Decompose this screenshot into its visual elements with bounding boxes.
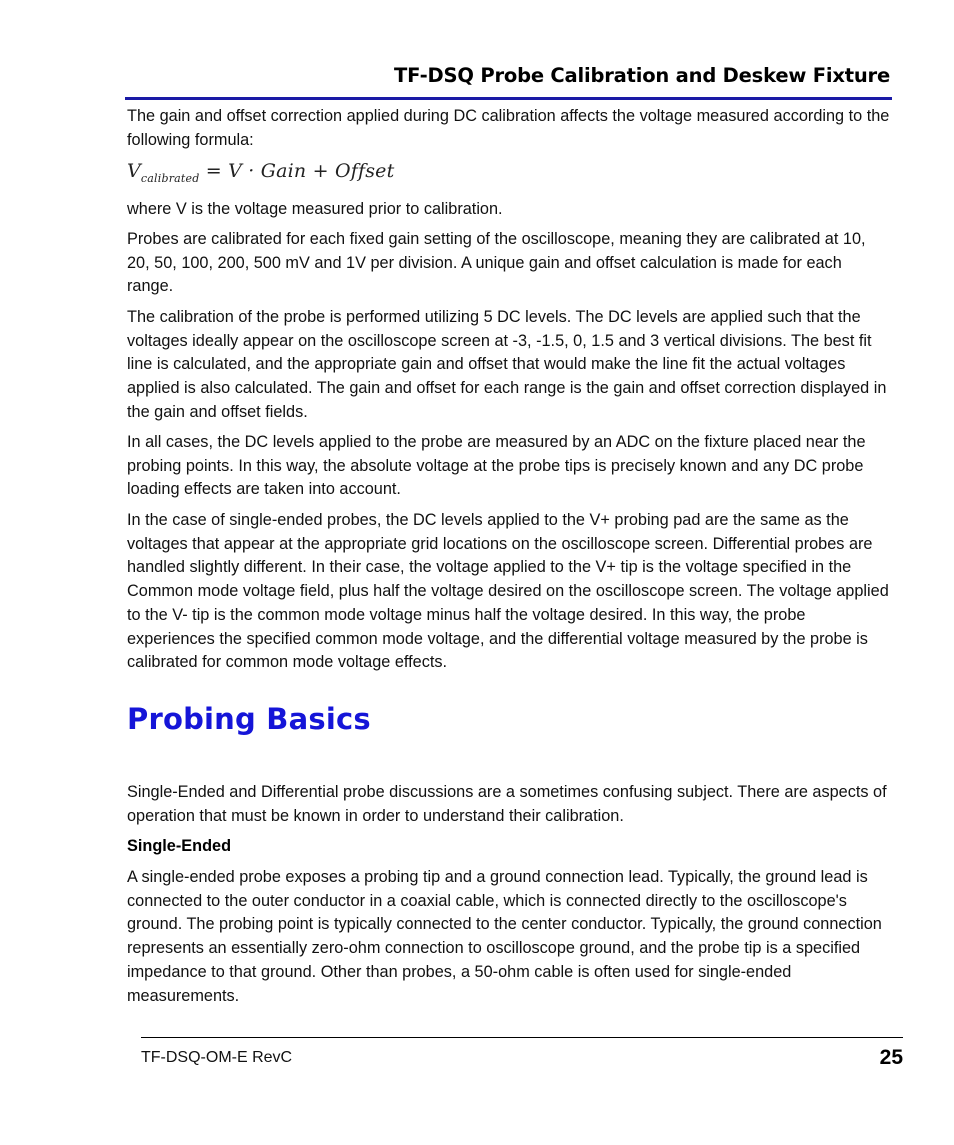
paragraph-single-vs-differential bbox=[127, 509, 892, 675]
formula-lhs: V bbox=[127, 160, 141, 182]
paragraph-where-v bbox=[127, 198, 892, 222]
paragraph-text: Probes are calibrated for each fixed gain setting of the oscilloscope, meaning they are calibrated at 10, 20, 50, 100, 200, 500 mV and 1V per division. A unique gain and offset calculation is made for each range. bbox=[127, 230, 866, 296]
paragraph-gain-settings bbox=[127, 228, 892, 299]
formula-lhs-subscript: calibrated bbox=[140, 171, 200, 185]
paragraph-text: The calibration of the probe is performed utilizing 5 DC levels. The DC levels are applied such that the voltages ideally appear on the oscilloscope screen at -3, -1.5, 0, 1.5 and 3 vertical divisions. The best fit line is calculated, and the appropriate gain and offset that would make the line fit the actual voltages applied is also calculated. The gain and offset for each range is the gain and offset correction displayed in the gain and offset fields. bbox=[127, 308, 887, 421]
paragraph-text: Single-Ended and Differential probe discussions are a sometimes confusing subject. There are aspects of operation that must be known in order to understand their calibration. bbox=[127, 783, 887, 825]
paragraph-probing-intro bbox=[127, 781, 892, 828]
paragraph-text: where V is the voltage measured prior to calibration. bbox=[127, 200, 503, 218]
paragraph-adc-measurement bbox=[127, 431, 892, 502]
paragraph-text: In the case of single-ended probes, the DC levels applied to the V+ probing pad are the same as the voltages that appear at the appropriate grid locations on the oscilloscope screen. Differential probes are handled slightly different. In their case, the voltage applied to the V+ tip is the voltage specified in the Common mode voltage field, plus half the voltage desired on the oscilloscope screen. The voltage applied to the V- tip is the common mode voltage minus half the voltage desired. In this way, the probe experiences the specified common mode voltage, and the differential voltage measured by the probe is calibrated for common mode voltage effects. bbox=[127, 511, 889, 672]
paragraph-text: In all cases, the DC levels applied to the probe are measured by an ADC on the fixture placed near the probing points. In this way, the absolute voltage at the probe tips is precisely known and any DC probe loading effects are taken into account. bbox=[127, 433, 866, 499]
running-header-title: TF-DSQ Probe Calibration and Deskew Fixture bbox=[394, 64, 890, 87]
paragraph-dc-levels bbox=[127, 306, 892, 425]
footer-doc-id: TF-DSQ-OM-E RevC bbox=[141, 1049, 293, 1066]
footer-rule bbox=[141, 1037, 903, 1038]
paragraph-text: The gain and offset correction applied during DC calibration affects the voltage measured according to the following formula: bbox=[127, 107, 890, 149]
header-rule bbox=[125, 97, 892, 100]
paragraph-formula-intro bbox=[127, 105, 892, 152]
paragraph-single-ended bbox=[127, 866, 892, 1008]
page-number: 25 bbox=[879, 1046, 903, 1069]
subsection-heading: Single-Ended bbox=[127, 837, 232, 855]
calibration-formula bbox=[127, 160, 394, 185]
section-heading: Probing Basics bbox=[127, 702, 371, 736]
paragraph-text: A single-ended probe exposes a probing tip and a ground connection lead. Typically, the ground lead is connected to the outer conductor in a coaxial cable, which is connected directly to the oscilloscope's ground. The probing point is typically connected to the center conductor. Typically, the ground connection represents an essentially zero-ohm connection to oscilloscope ground, and the probe tip is a specified impedance to that ground. Other than probes, a 50-ohm cable is often used for single-ended measurements. bbox=[127, 868, 882, 1005]
formula-rhs: = V · Gain + Offset bbox=[199, 160, 395, 182]
